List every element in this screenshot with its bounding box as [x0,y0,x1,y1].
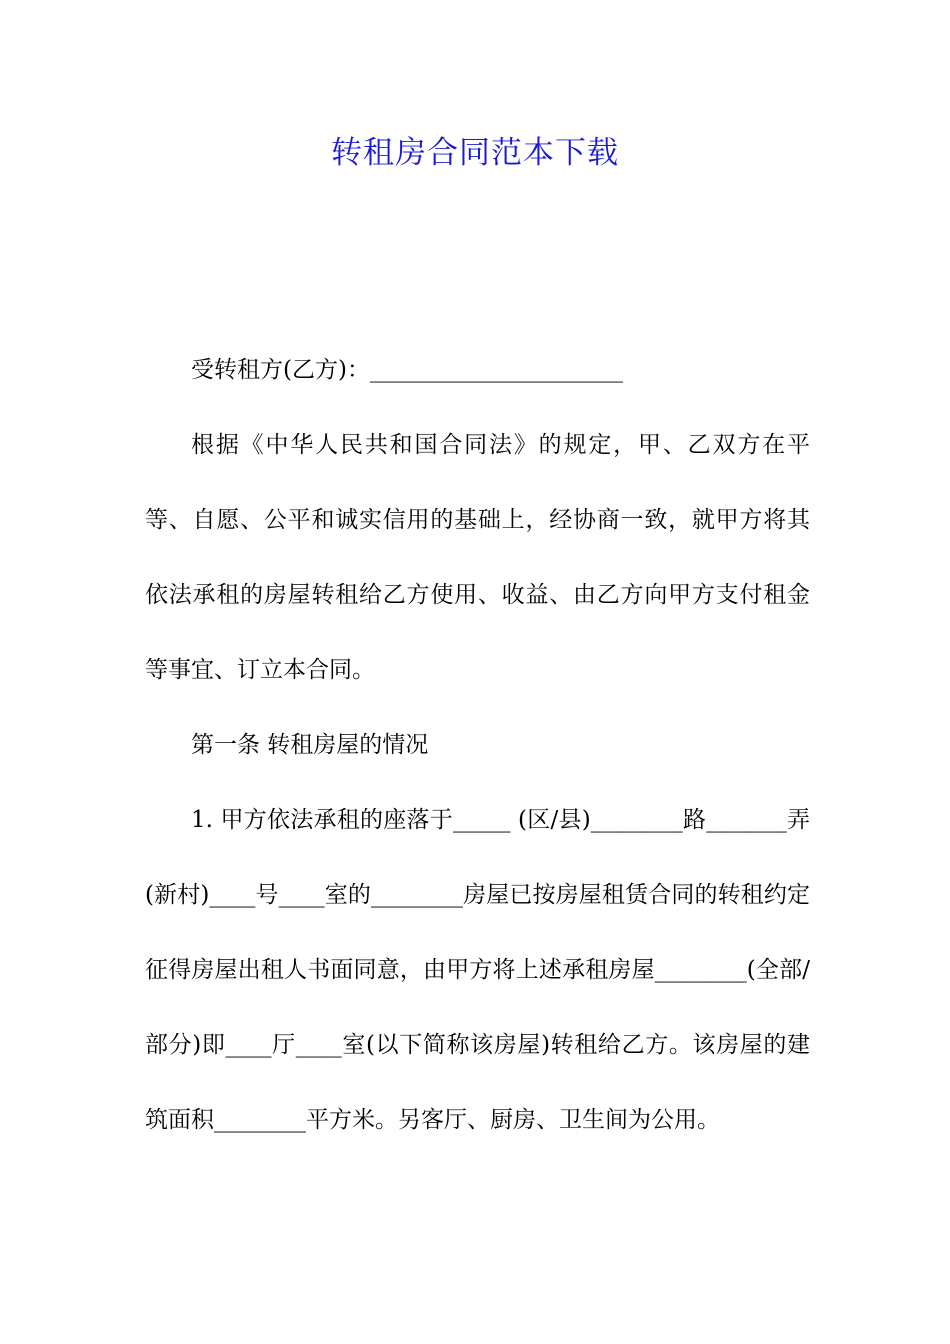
subtenant-line: 受转租方(乙方)：______________________ [191,357,623,383]
preamble-paragraph: 根据《中华人民共和国合同法》的规定，甲、乙双方在平等、自愿、公平和诚实信用的基础上，经协商一致，就甲方将其依法承租的房屋转租给乙方使用、收益、由乙方向甲方支付租金等事宜、订立本合同。 [145,432,810,683]
article-one-clause-1: 1. 甲方依法承租的座落于_____ (区/县)________路_______弄(新村)____号____室的________房屋已按房屋租赁合同的转租约定征得房屋出租人书面同意，由甲方将上述承租房屋________(全部/部分)即____厅____室(以下简称该房屋)转租给乙方。该房屋的建筑面积________平方米。另客厅、厨房、卫生间为公用。 [145,807,810,1133]
article-one-heading: 第一条 转租房屋的情况 [191,732,429,758]
document-title: 转租房合同范本下载 [331,135,619,171]
document-body [145,333,810,1158]
